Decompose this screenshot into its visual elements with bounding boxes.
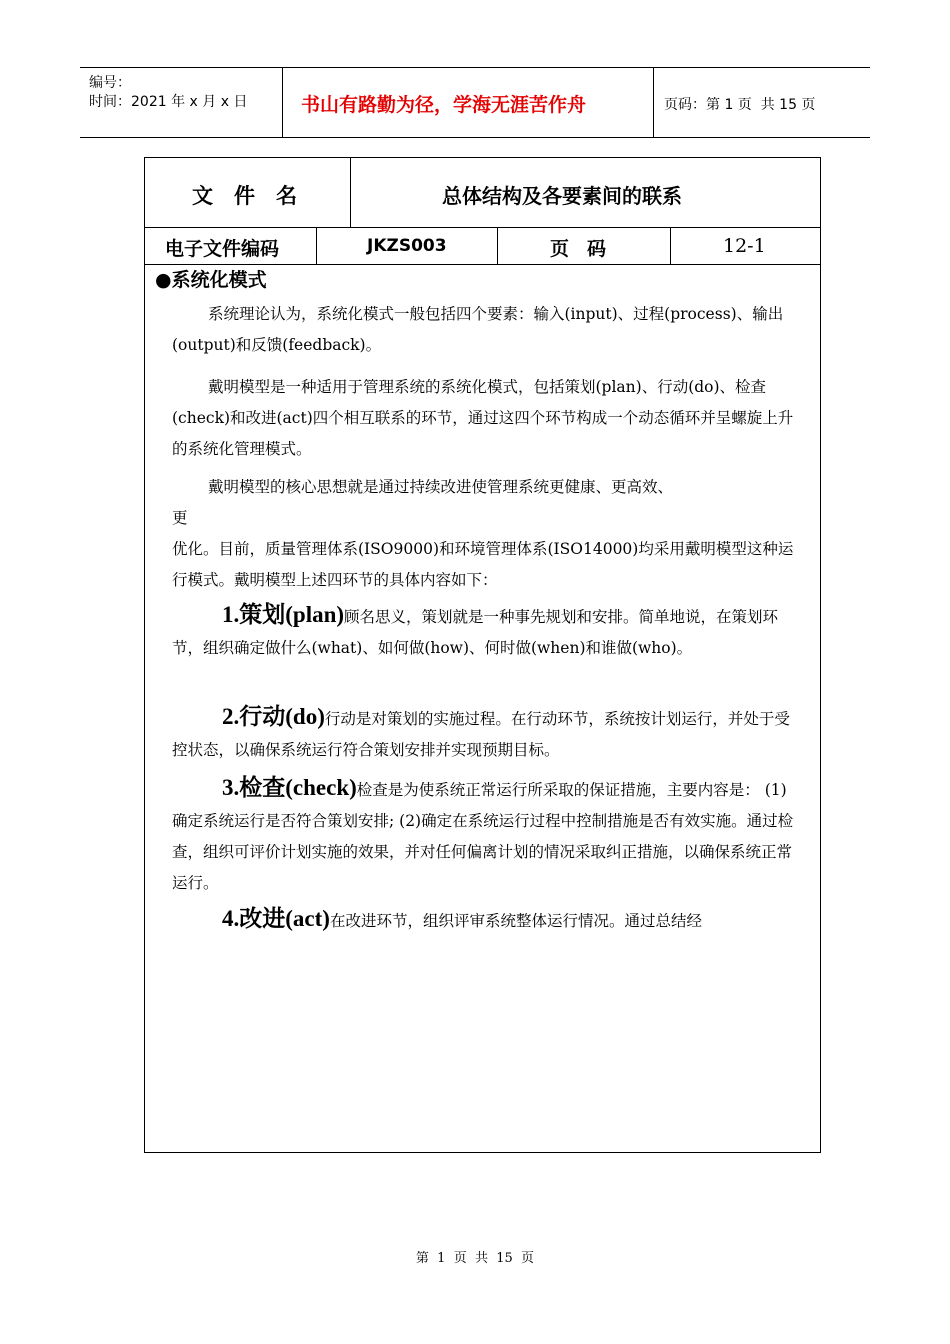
document-form — [144, 157, 821, 1153]
paragraph-3-rest: 优化。目前，质量管理体系(ISO9000)和环境管理体系(ISO14000)均采用戴明模型这种运行模式。戴明模型上述四环节的具体内容如下： — [172, 540, 794, 589]
item-act-text: 在改进环节，组织评审系统整体运行情况。通过总结经 — [329, 912, 702, 930]
file-name-label: 文件名 — [192, 184, 318, 208]
file-name-row — [145, 158, 820, 228]
file-name-value: 总体结构及各要素间的联系 — [442, 184, 682, 208]
section-title: ●系统化模式 — [155, 269, 267, 291]
item-check-heading: 3.检查(check) — [222, 775, 357, 800]
page-value-cell — [671, 228, 820, 264]
item-act-heading: 4.改进(act) — [222, 906, 330, 931]
page-footer: 第 1 页 共 15 页 — [415, 1251, 535, 1266]
paragraph-2-text: 戴明模型是一种适用于管理系统的系统化模式，包括策划(plan)、行动(do)、检查(check)和改进(act)四个相互联系的环节，通过这四个环节构成一个动态循环并呈螺旋上升的系统化管理模式。 — [172, 378, 794, 458]
paragraph-2 — [172, 372, 798, 465]
page-label-cell — [498, 228, 671, 264]
item-check-text: 检查是为使系统正常运行所采取的保证措施，主要内容是： (1)确定系统运行是否符合策划安排; (2)确定在系统运行过程中控制措施是否有效实施。通过检查，组织可评价计划实施的效果，并对任何偏离计划的情况采取纠正措施，以确保系统正常运行。 — [172, 781, 794, 892]
item-plan-text: 顾名思义，策划就是一种事先规划和安排。简单地说，在策划环节，组织确定做什么(what)、如何做(how)、何时做(when)和谁做(who)。 — [172, 608, 779, 657]
file-name-label-cell — [145, 158, 351, 227]
paragraph-1 — [172, 299, 798, 361]
item-do-heading: 2.行动(do) — [222, 704, 325, 729]
e-file-code-label-cell — [145, 228, 317, 264]
item-check — [172, 772, 798, 899]
item-plan-heading: 1.策划(plan) — [222, 602, 345, 627]
item-plan — [172, 599, 798, 664]
header-meta — [80, 68, 283, 137]
paragraph-3 — [172, 472, 798, 596]
document-header — [80, 67, 870, 138]
paragraph-1-text: 系统理论认为，系统化模式一般包括四个要素：输入(input)、过程(process)、输出(output)和反馈(feedback)。 — [172, 305, 784, 354]
item-act — [172, 903, 798, 937]
item-do — [172, 701, 798, 766]
file-code-row — [145, 228, 820, 265]
motto: 书山有路勤为径，学海无涯苦作舟 — [301, 94, 587, 116]
page-label: 页码 — [550, 238, 625, 260]
paragraph-3-line2: 更 — [172, 509, 188, 527]
header-page-info: 页码：第 1 页 共 15 页 — [664, 97, 816, 113]
code-label: 编号： — [89, 75, 131, 91]
paragraph-3-line1: 戴明模型的核心思想就是通过持续改进使管理系统更健康、更高效、 — [208, 478, 674, 496]
time-label: 时间：2021 年 x 月 x 日 — [89, 94, 248, 110]
e-file-code-value-cell — [317, 228, 498, 264]
page-value: 12-1 — [723, 235, 766, 257]
e-file-code-label: 电子文件编码 — [165, 238, 280, 260]
e-file-code-value: JKZS003 — [367, 236, 447, 256]
item-do-text: 行动是对策划的实施过程。在行动环节，系统按计划运行，并处于受控状态，以确保系统运行符合策划安排并实现预期目标。 — [172, 710, 790, 759]
header-motto-cell — [283, 68, 654, 137]
